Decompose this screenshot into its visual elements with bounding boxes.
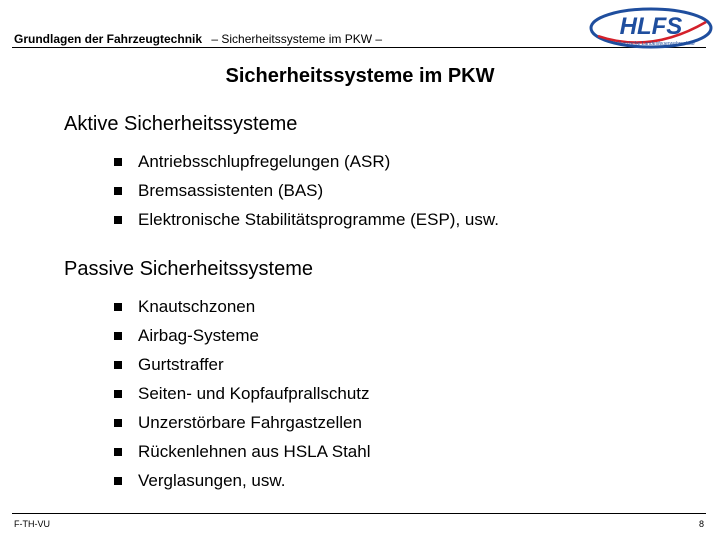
list-item — [114, 147, 499, 176]
footer-divider — [12, 513, 706, 514]
logo-tagline: Hessische Landesfeuerwehrschule — [617, 41, 695, 47]
list-item — [114, 350, 371, 379]
list-item — [114, 437, 371, 466]
list-item — [114, 292, 371, 321]
list-item-text: Elektronische Stabilitätsprogramme (ESP), usw. — [138, 210, 499, 229]
list-item-text: Rückenlehnen aus HSLA Stahl — [138, 442, 371, 461]
active-systems-list — [114, 147, 499, 234]
logo-text: HLFS — [619, 13, 683, 40]
bullet-icon — [114, 361, 122, 369]
list-item-text: Gurtstraffer — [138, 355, 224, 374]
list-item-text: Bremsassistenten (BAS) — [138, 181, 324, 200]
section-heading-passive: Passive Sicherheitssysteme — [64, 258, 313, 280]
bullet-icon — [114, 303, 122, 311]
slide-header — [14, 32, 382, 46]
footer-code: F-TH-VU — [14, 519, 50, 529]
section-heading-active: Aktive Sicherheitssysteme — [64, 113, 298, 135]
passive-systems-list — [114, 292, 371, 495]
bullet-icon — [114, 332, 122, 340]
list-item — [114, 379, 371, 408]
slide-title: Sicherheitssysteme im PKW — [225, 65, 495, 87]
list-item — [114, 466, 371, 495]
list-item-text: Airbag-Systeme — [138, 326, 259, 345]
hlfs-logo — [588, 4, 714, 52]
page-number: 8 — [698, 519, 704, 529]
bullet-icon — [114, 477, 122, 485]
header-subtitle: – Sicherheitssysteme im PKW – — [211, 32, 383, 46]
bullet-icon — [114, 448, 122, 456]
course-title: Grundlagen der Fahrzeugtechnik — [14, 32, 203, 46]
list-item-text: Knautschzonen — [138, 297, 256, 316]
list-item-text: Unzerstörbare Fahrgastzellen — [138, 413, 362, 432]
list-item — [114, 205, 499, 234]
list-item — [114, 408, 371, 437]
bullet-icon — [114, 390, 122, 398]
bullet-icon — [114, 187, 122, 195]
bullet-icon — [114, 216, 122, 224]
list-item-text: Antriebsschlupfregelungen (ASR) — [138, 152, 391, 171]
list-item — [114, 321, 371, 350]
list-item — [114, 176, 499, 205]
bullet-icon — [114, 158, 122, 166]
list-item-text: Seiten- und Kopfaufprallschutz — [138, 384, 370, 403]
list-item-text: Verglasungen, usw. — [138, 471, 286, 490]
bullet-icon — [114, 419, 122, 427]
